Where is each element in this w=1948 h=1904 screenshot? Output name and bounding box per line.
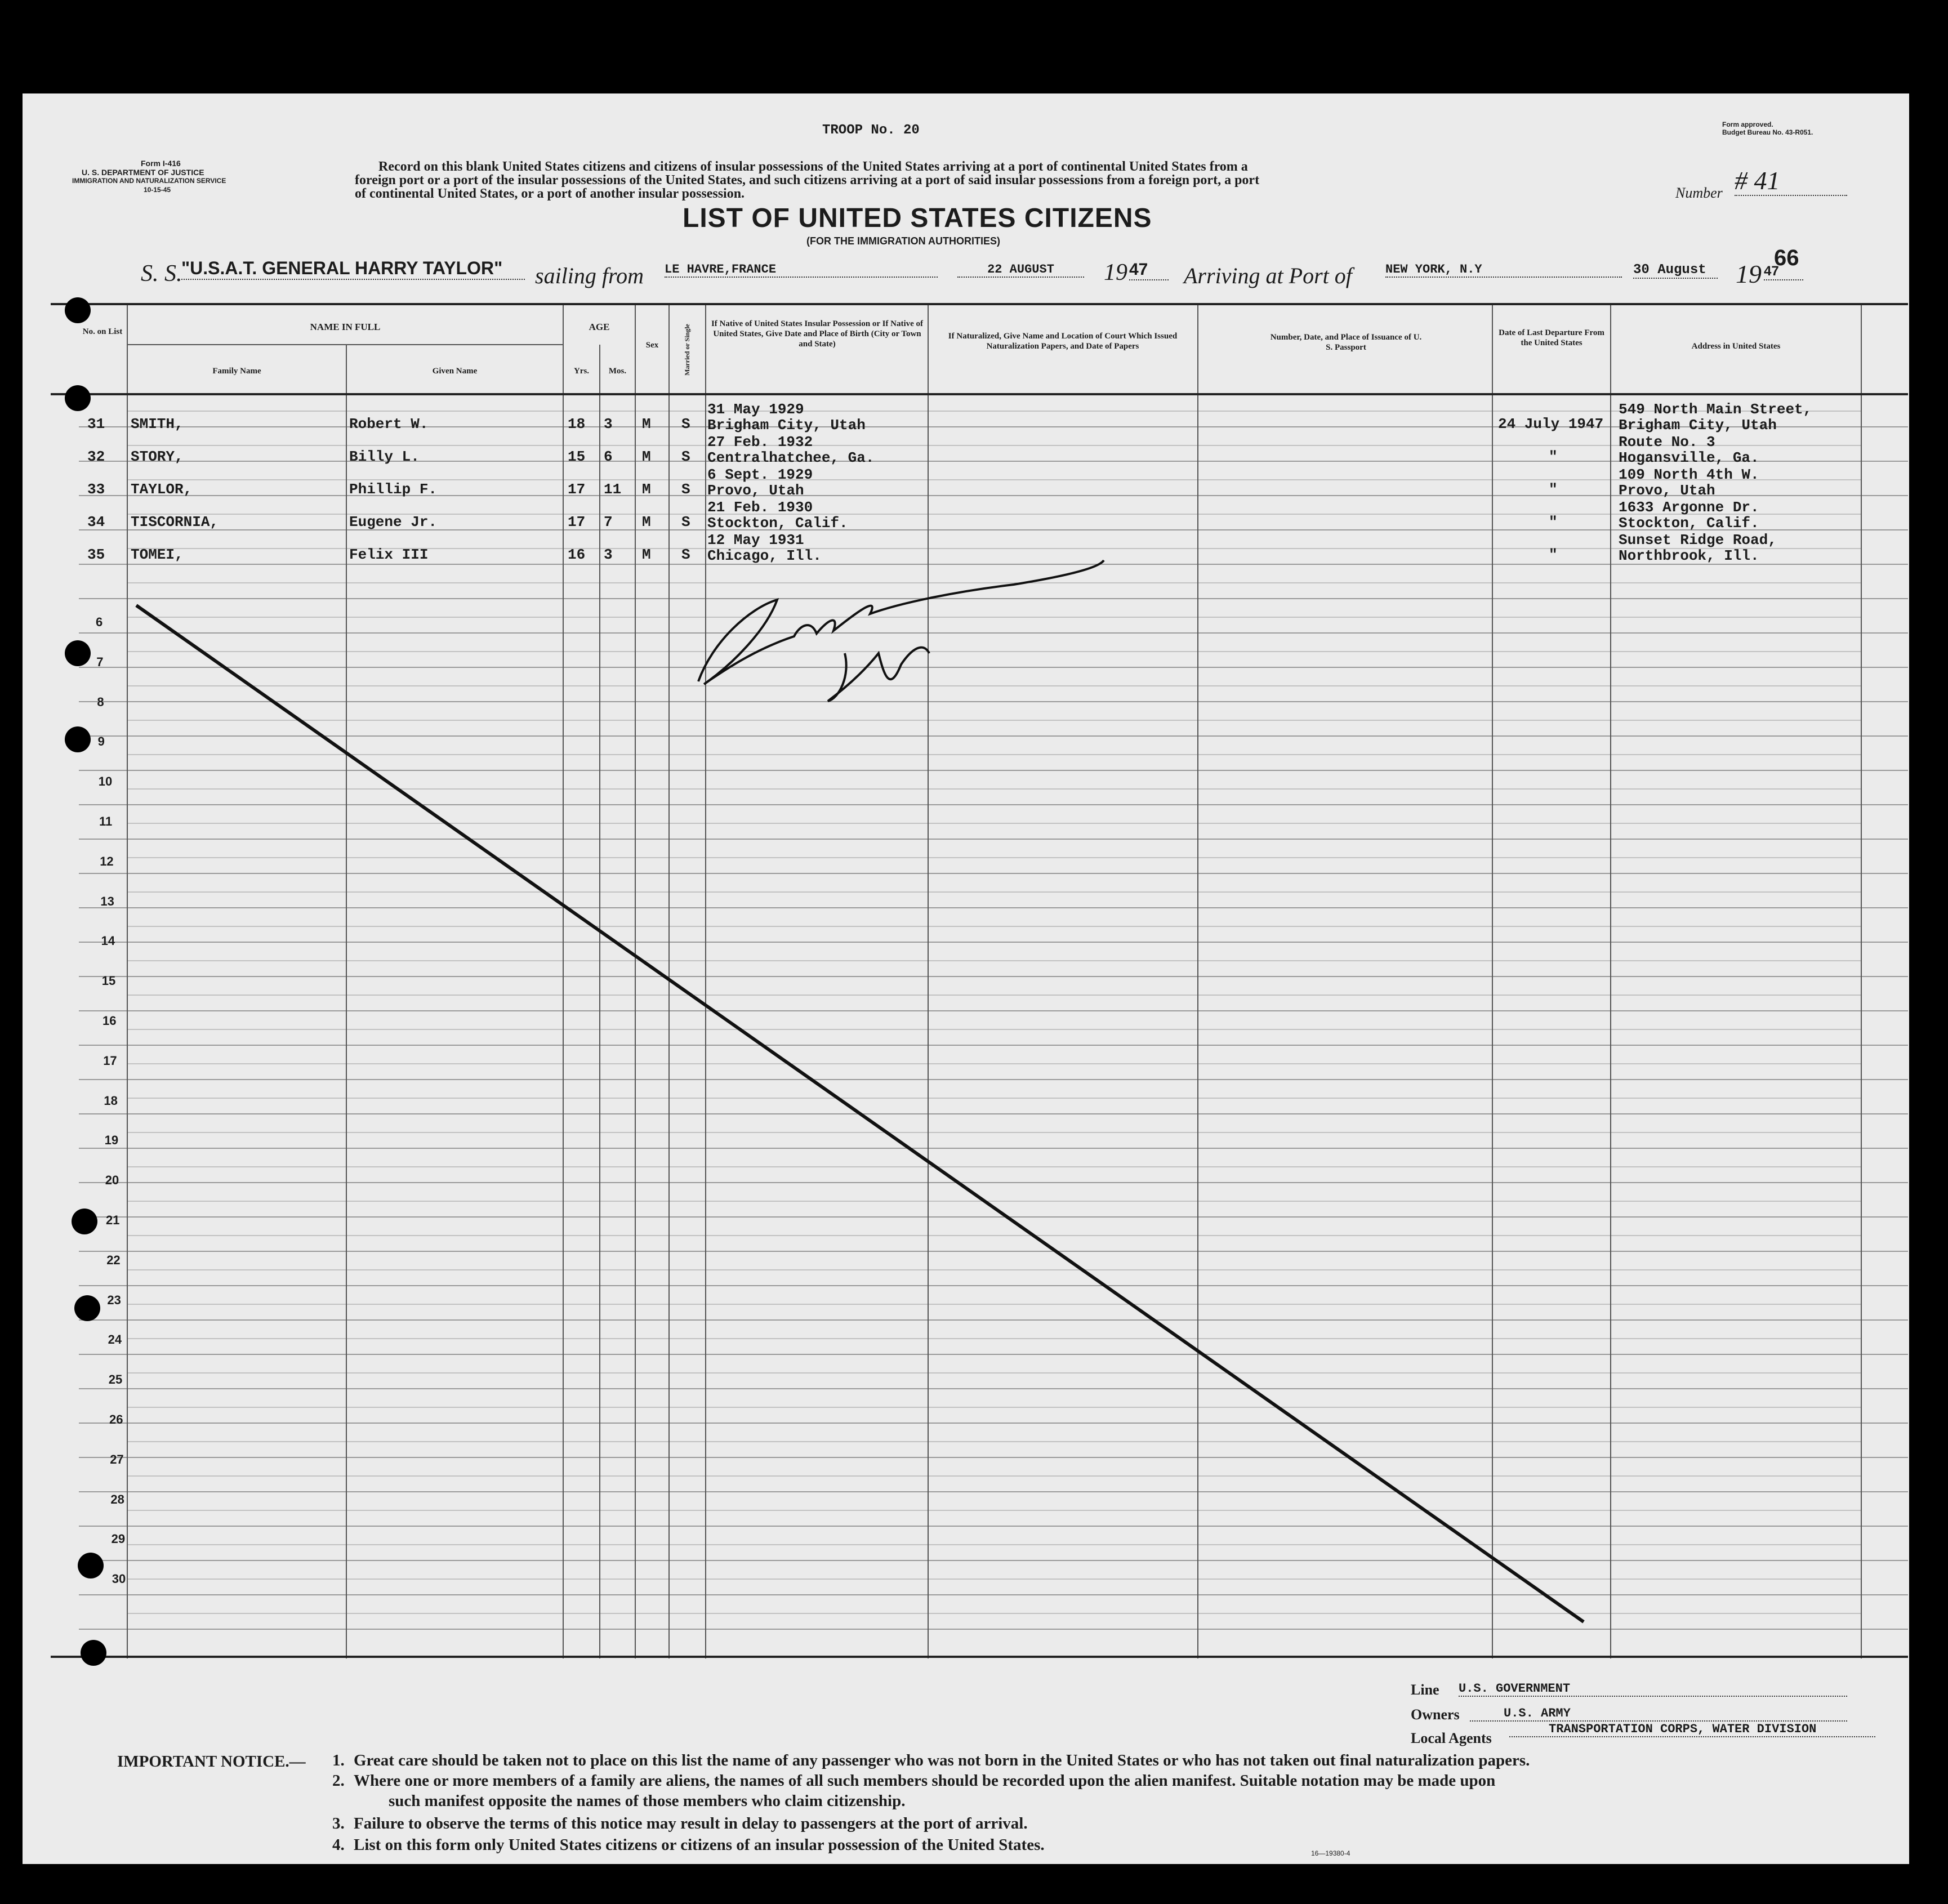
row-number: 24 bbox=[108, 1332, 122, 1347]
header-given-name: Given Name bbox=[432, 367, 478, 376]
column-rules bbox=[127, 304, 1861, 1658]
service: IMMIGRATION AND NATURALIZATION SERVICE bbox=[72, 177, 226, 185]
sailing-label: sailing from bbox=[535, 263, 644, 288]
header-family-name: Family Name bbox=[212, 367, 261, 376]
entry-number: 34 bbox=[87, 514, 105, 530]
marital-status: S bbox=[681, 448, 690, 465]
row-number: 10 bbox=[98, 774, 113, 789]
row-number: 13 bbox=[100, 894, 114, 908]
line-label: Line bbox=[1411, 1682, 1439, 1698]
birth-date: 21 Feb. 1930 bbox=[707, 499, 813, 516]
birth-date: 31 May 1929 bbox=[707, 401, 804, 418]
birth-date: 12 May 1931 bbox=[707, 532, 804, 549]
approval-line-1: Form approved. bbox=[1722, 121, 1773, 128]
intro-line-2: foreign port or a port of the insular possessions of the United States, and such citizens arriving at a port of said insular possessions from a foreign port, a port bbox=[355, 173, 1260, 188]
row-number: 28 bbox=[110, 1492, 124, 1506]
row-number: 30 bbox=[112, 1572, 126, 1586]
row-rules bbox=[79, 411, 1908, 1629]
form-number: Form I-416 bbox=[141, 159, 181, 168]
address-line-1: 1633 Argonne Dr. bbox=[1619, 499, 1759, 516]
arriving-label: Arriving at Port of bbox=[1184, 263, 1352, 288]
birth-place: Provo, Utah bbox=[707, 482, 804, 499]
birth-place: Stockton, Calif. bbox=[707, 515, 848, 532]
header-last-departure: Date of Last Departure From the United States bbox=[1499, 328, 1604, 347]
age-months: 6 bbox=[604, 448, 613, 465]
row-number: 8 bbox=[97, 694, 104, 709]
arrival-year-prefix: 19 bbox=[1736, 260, 1762, 288]
intro-line-1: Record on this blank United States citizens and citizens of insular possessions of the United States arriving at a port of continental United States from a bbox=[378, 159, 1248, 174]
marital-status: S bbox=[681, 514, 690, 530]
notice-3: Failure to observe the terms of this notice may result in delay to passengers at the port of arrival. bbox=[354, 1814, 1028, 1832]
row-number: 22 bbox=[106, 1252, 121, 1267]
age-months: 3 bbox=[604, 416, 613, 432]
address-line-1: Route No. 3 bbox=[1619, 434, 1715, 451]
notice-4: List on this form only United States citizens or citizens of an insular possession of the United States. bbox=[354, 1836, 1045, 1854]
ship-name: "U.S.A.T. GENERAL HARRY TAYLOR" bbox=[181, 258, 525, 280]
owners-label: Owners bbox=[1411, 1706, 1460, 1723]
address-line-2: Brigham City, Utah bbox=[1619, 417, 1777, 434]
given-name: Billy L. bbox=[349, 448, 420, 465]
entry-number: 35 bbox=[87, 546, 105, 563]
departure-date: 22 AUGUST bbox=[957, 262, 1084, 278]
departure-year-prefix: 19 bbox=[1104, 260, 1127, 286]
row-number: 11 bbox=[99, 814, 113, 828]
given-name: Robert W. bbox=[349, 416, 429, 432]
marital-status: S bbox=[681, 416, 690, 432]
agents-label: Local Agents bbox=[1411, 1730, 1492, 1746]
header-months: Mos. bbox=[608, 367, 627, 376]
departure-year: 47 bbox=[1129, 260, 1169, 280]
number-value: # 41 bbox=[1735, 167, 1847, 196]
given-name: Felix III bbox=[349, 546, 429, 563]
ss-label: S. S. bbox=[141, 261, 182, 287]
row-number: 7 bbox=[96, 654, 104, 669]
address-line-2: Northbrook, Ill. bbox=[1619, 547, 1759, 564]
department: U. S. DEPARTMENT OF JUSTICE bbox=[82, 168, 204, 177]
document-title: LIST OF UNITED STATES CITIZENS bbox=[683, 203, 1152, 233]
departure-port: LE HAVRE,FRANCE bbox=[665, 262, 938, 278]
binder-hole bbox=[65, 640, 91, 666]
family-name: SMITH, bbox=[131, 416, 184, 432]
address-line-2: Provo, Utah bbox=[1619, 482, 1715, 499]
family-name: TOMEI, bbox=[131, 546, 184, 563]
binder-hole bbox=[65, 297, 91, 323]
binder-hole bbox=[78, 1553, 104, 1579]
family-name: STORY, bbox=[131, 448, 184, 465]
age-years: 18 bbox=[568, 416, 586, 432]
row-number: 23 bbox=[107, 1292, 121, 1307]
number-label: Number bbox=[1675, 185, 1723, 201]
marital-status: S bbox=[681, 546, 690, 563]
birth-date: 27 Feb. 1932 bbox=[707, 434, 813, 451]
troop-number: TROOP No. 20 bbox=[822, 123, 920, 138]
row-number: 21 bbox=[106, 1213, 120, 1227]
header-passport: Number, Date, and Place of Issuance of U. S. Passport bbox=[1270, 333, 1422, 352]
notice-4-number: 4. bbox=[332, 1836, 345, 1854]
row-number: 14 bbox=[101, 934, 115, 948]
given-name: Phillip F. bbox=[349, 481, 438, 498]
notice-1: Great care should be taken not to place on this list the name of any passenger who was not born in the United States or who has not taken out final naturalization papers. bbox=[354, 1751, 1530, 1769]
address-line-1: Sunset Ridge Road, bbox=[1619, 532, 1777, 549]
age-months: 7 bbox=[604, 514, 613, 530]
arrival-date: 30 August bbox=[1633, 262, 1718, 279]
birth-date: 6 Sept. 1929 bbox=[707, 466, 813, 483]
header-years: Yrs. bbox=[573, 367, 590, 376]
intro-line-3: of continental United States, or a port of another insular possession. bbox=[355, 186, 745, 201]
notice-1-number: 1. bbox=[332, 1751, 345, 1769]
entry-number: 32 bbox=[87, 448, 105, 465]
last-departure-date: 24 July 1947 bbox=[1498, 416, 1604, 432]
notice-label: IMPORTANT NOTICE.— bbox=[117, 1753, 306, 1771]
document-subtitle: (FOR THE IMMIGRATION AUTHORITIES) bbox=[806, 235, 1000, 247]
address-line-1: 109 North 4th W. bbox=[1619, 466, 1759, 483]
binder-hole bbox=[65, 385, 91, 411]
header-age: AGE bbox=[589, 322, 610, 332]
notice-3-number: 3. bbox=[332, 1814, 345, 1832]
row-number: 25 bbox=[108, 1372, 123, 1387]
sex: M bbox=[642, 546, 651, 563]
row-number: 15 bbox=[101, 974, 116, 988]
header-naturalized: If Naturalized, Give Name and Location of Court Which Issued Naturalization Papers, and Date of Papers bbox=[948, 332, 1178, 351]
header-address: Address in United States bbox=[1691, 342, 1781, 351]
binder-hole bbox=[74, 1295, 100, 1321]
address-line-2: Hogansville, Ga. bbox=[1619, 449, 1759, 466]
age-years: 15 bbox=[568, 448, 586, 465]
line-value: U.S. GOVERNMENT bbox=[1459, 1682, 1847, 1697]
birth-place: Centralhatchee, Ga. bbox=[707, 449, 875, 466]
row-number: 17 bbox=[103, 1053, 117, 1068]
address-line-1: 549 North Main Street, bbox=[1619, 401, 1812, 418]
birth-place: Chicago, Ill. bbox=[707, 547, 822, 564]
age-months: 3 bbox=[604, 546, 613, 563]
given-name: Eugene Jr. bbox=[349, 514, 438, 530]
last-departure-date: " bbox=[1549, 514, 1558, 530]
row-number: 16 bbox=[102, 1014, 117, 1028]
age-years: 16 bbox=[568, 546, 586, 563]
age-years: 17 bbox=[568, 481, 586, 498]
family-name: TAYLOR, bbox=[131, 481, 193, 498]
signature-mark bbox=[698, 560, 1104, 701]
row-number: 20 bbox=[105, 1173, 119, 1188]
entry-number: 33 bbox=[87, 481, 105, 498]
row-number: 12 bbox=[100, 854, 114, 868]
marital-status: S bbox=[681, 481, 690, 498]
address-line-2: Stockton, Calif. bbox=[1619, 515, 1759, 532]
binder-hole bbox=[65, 726, 91, 752]
sex: M bbox=[642, 448, 651, 465]
binder-hole bbox=[72, 1209, 97, 1234]
header-married-single: Married or Single bbox=[683, 324, 691, 376]
row-number: 19 bbox=[104, 1133, 119, 1148]
birth-place: Brigham City, Utah bbox=[707, 417, 866, 434]
page-number: 66 bbox=[1774, 246, 1799, 270]
family-name: TISCORNIA, bbox=[131, 514, 219, 530]
owners-value: U.S. ARMY bbox=[1470, 1706, 1847, 1722]
last-departure-date: " bbox=[1549, 481, 1558, 498]
age-years: 17 bbox=[568, 514, 586, 530]
notice-2-number: 2. bbox=[332, 1772, 345, 1790]
agents-value: TRANSPORTATION CORPS, WATER DIVISION bbox=[1509, 1722, 1875, 1737]
entry-number: 31 bbox=[87, 416, 105, 432]
last-departure-date: " bbox=[1549, 546, 1558, 563]
header-name-in-full: NAME IN FULL bbox=[310, 322, 381, 332]
age-months: 11 bbox=[604, 481, 622, 498]
row-number: 18 bbox=[104, 1093, 118, 1108]
arrival-year: 47 bbox=[1764, 264, 1803, 280]
last-departure-date: " bbox=[1549, 448, 1558, 465]
print-code: 16—19380-4 bbox=[1311, 1849, 1350, 1857]
header-sex: Sex bbox=[645, 341, 659, 350]
row-number: 9 bbox=[97, 734, 105, 749]
form-date: 10-15-45 bbox=[144, 186, 171, 194]
sex: M bbox=[642, 481, 651, 498]
row-number: 26 bbox=[109, 1412, 123, 1426]
approval-line-2: Budget Bureau No. 43-R051. bbox=[1722, 128, 1813, 136]
binder-hole bbox=[81, 1640, 106, 1666]
notice-2b: such manifest opposite the names of those members who claim citizenship. bbox=[389, 1792, 906, 1810]
row-number: 6 bbox=[96, 615, 103, 629]
row-number: 29 bbox=[111, 1532, 126, 1546]
sex: M bbox=[642, 514, 651, 530]
arrival-port: NEW YORK, N.Y bbox=[1385, 262, 1622, 278]
row-number: 27 bbox=[110, 1452, 124, 1466]
header-birth: If Native of United States Insular Possession or If Native of United States, Give Date and Place of Birth (City or Town and State) bbox=[711, 319, 924, 349]
header-no-on-list: No. on List bbox=[82, 327, 123, 336]
notice-2a: Where one or more members of a family are aliens, the names of all such members should be recorded upon the alien manifest. Suitable notation may be made upon bbox=[354, 1772, 1496, 1790]
sex: M bbox=[642, 416, 651, 432]
